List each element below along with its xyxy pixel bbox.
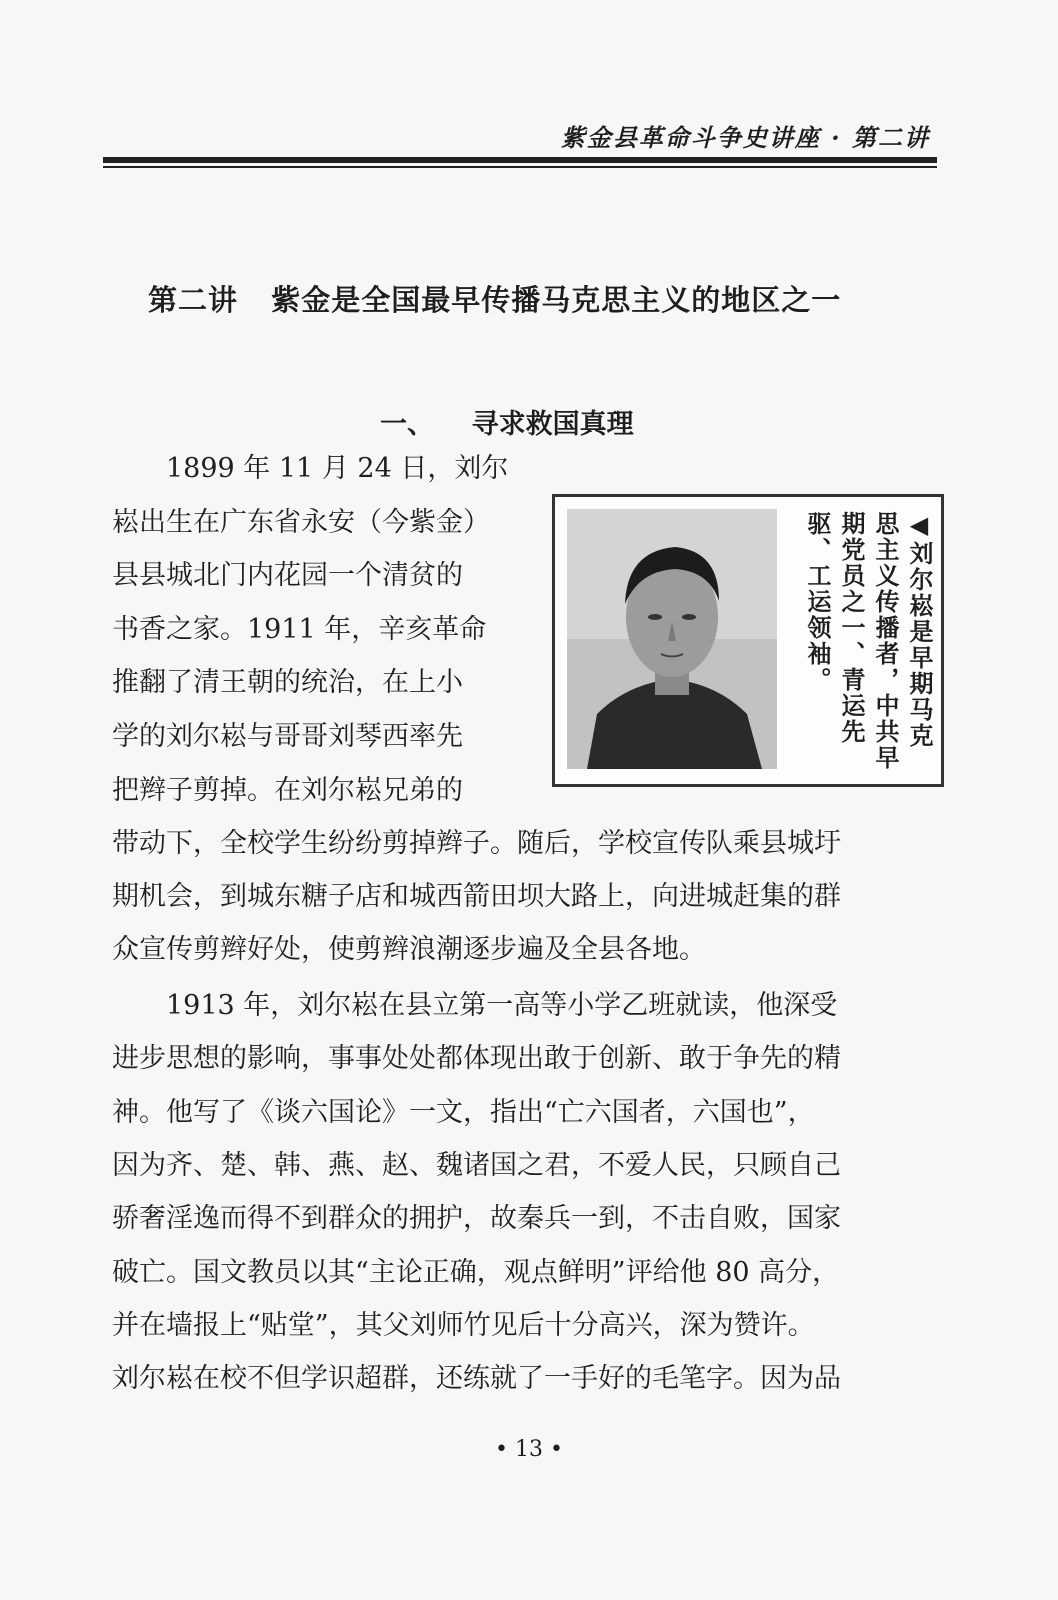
body-line: 期机会，到城东糖子店和城西箭田坝大路上，向进城赶集的群 (112, 881, 841, 912)
body-line: 崧出生在广东省永安（今紫金） (112, 507, 490, 538)
body-line: 众宣传剪辫好处，使剪辫浪潮逐步遍及全县各地。 (112, 934, 706, 965)
figure-box (552, 494, 944, 787)
body-line: 破亡。国文教员以其“主论正确，观点鲜明”评给他 80 高分， (112, 1257, 840, 1288)
body-line: 并在墙报上“贴堂”，其父刘师竹见后十分高兴，深为赞许。 (112, 1310, 815, 1341)
body-line: 1913 年，刘尔崧在县立第一高等小学乙班就读，他深受 (112, 990, 838, 1021)
body-line: 把辫子剪掉。在刘尔崧兄弟的 (112, 775, 463, 806)
body-line: 书香之家。1911 年，辛亥革命 (112, 614, 487, 645)
body-line: 学的刘尔崧与哥哥刘琴西率先 (112, 721, 463, 752)
body-line: 1899 年 11 月 24 日，刘尔 (112, 453, 509, 484)
body-line: 带动下，全校学生纷纷剪掉辫子。随后，学校宣传队乘县城圩 (112, 828, 841, 859)
header-rule-thin (103, 166, 937, 168)
body-line: 神。他写了《谈六国论》一文，指出“亡六国者，六国也”， (112, 1097, 815, 1128)
chapter-title: 第二讲 紫金是全国最早传播马克思主义的地区之一 (148, 283, 842, 317)
body-line: 县县城北门内花园一个清贫的 (112, 560, 463, 591)
body-line: 骄奢淫逸而得不到群众的拥护，故秦兵一到，不击自败，国家 (112, 1203, 841, 1234)
header-rule (103, 157, 937, 163)
section-title: 一、 寻求救国真理 (380, 409, 634, 440)
body-line: 刘尔崧在校不但学识超群，还练就了一手好的毛笔字。因为品 (112, 1363, 841, 1394)
body-line: 推翻了清王朝的统治，在上小 (112, 667, 463, 698)
figure-caption: ◀刘尔崧是早期马克思主义传播者，中共早期党员之一、青运先驱、工运领袖。 (803, 511, 933, 771)
portrait-photo (567, 509, 777, 769)
running-header: 紫金县革命斗争史讲座 · 第二讲 (560, 123, 930, 152)
body-line: 进步思想的影响，事事处处都体现出敢于创新、敢于争先的精 (112, 1043, 841, 1074)
portrait-image (567, 509, 777, 769)
body-line: 因为齐、楚、韩、燕、赵、魏诸国之君，不爱人民，只顾自己 (112, 1150, 841, 1181)
page-number: • 13 • (495, 1437, 563, 1462)
